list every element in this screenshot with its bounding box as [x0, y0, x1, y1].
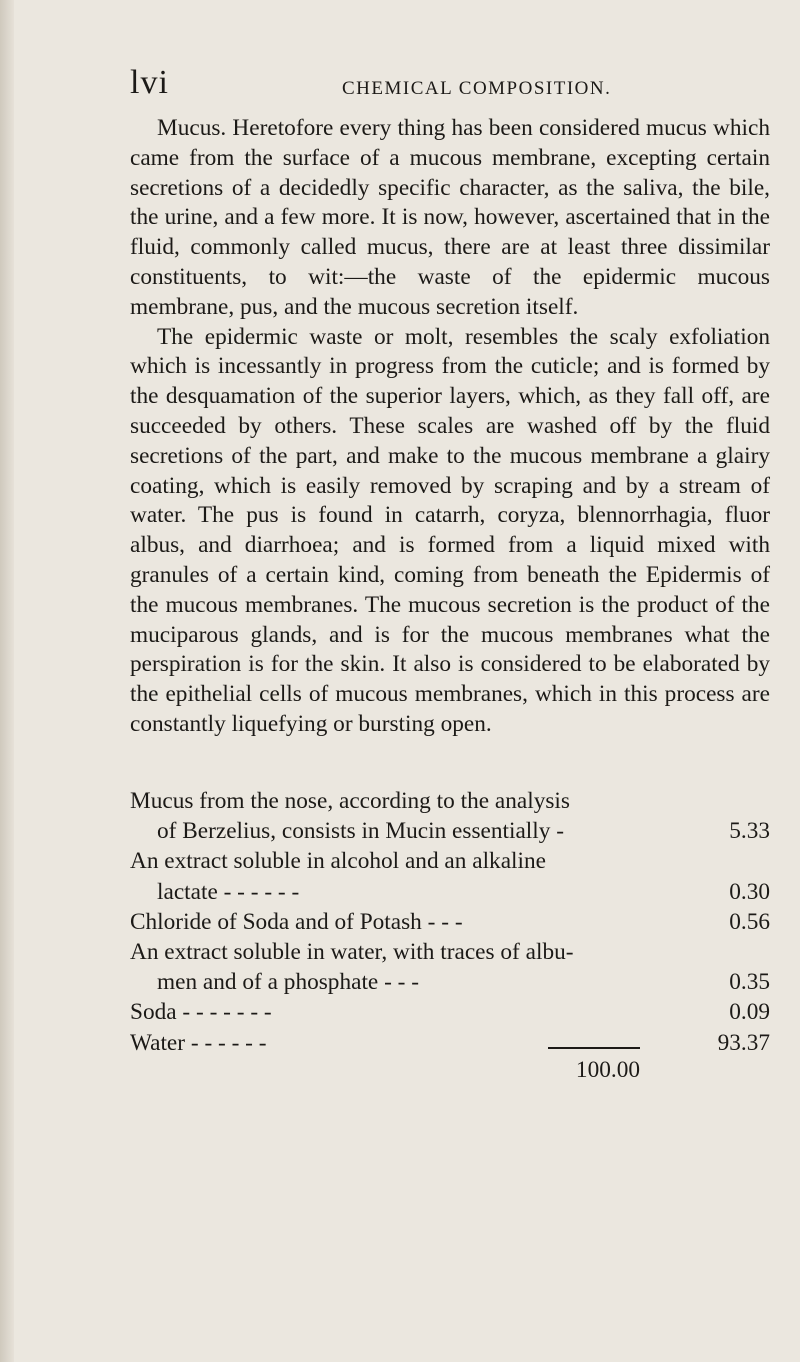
- paragraph-mucus: Mucus. Heretofore every thing has been considered mucus which came from the surface of a mucous membrane, excepting certain secretions of a decidedly specific character, as the saliva, the bile, the urine, and a few more. It is now, however, ascertained that in the fluid, commonly called mucus, there are at least three dissimilar constituents, to wit:—the waste of the epidermic mucous membrane, pus, and the mucous secretion itself.: [130, 115, 770, 320]
- page-number: lvi: [130, 64, 169, 101]
- running-head: CHEMICAL COMPOSITION.: [342, 78, 612, 99]
- page-spine-shadow: [0, 0, 14, 1362]
- analysis-label: Mucus from the nose, according to the analysis of Berzelius, consists in Mucin essentially -: [130, 788, 570, 845]
- analysis-row-alcohol-extract: [130, 846, 770, 906]
- analysis-value: 0.35: [729, 969, 770, 996]
- analysis-row-chloride: [130, 907, 770, 937]
- analysis-value: 0.09: [729, 999, 770, 1026]
- analysis-label: An extract soluble in alcohol and an alkaline lactate - - - - - -: [130, 848, 546, 905]
- analysis-label: Chloride of Soda and of Potash - - -: [130, 908, 463, 935]
- page-header: [130, 66, 770, 106]
- analysis-row-soda: [130, 997, 770, 1027]
- analysis-row-mucin: [130, 786, 770, 846]
- analysis-row-water: [130, 1028, 770, 1058]
- analysis-total: 100.00: [575, 1057, 640, 1083]
- analysis-value: 0.56: [729, 908, 770, 935]
- analysis-label: Water - - - - - -: [130, 1029, 267, 1056]
- body-text: [130, 114, 770, 740]
- analysis-table: [130, 786, 770, 1058]
- analysis-label: An extract soluble in water, with traces of albu- men and of a phosphate - - -: [130, 939, 574, 996]
- sum-rule: [548, 1047, 640, 1049]
- analysis-value: 0.30: [729, 878, 770, 905]
- paragraph-epidermic-waste: The epidermic waste or molt, resembles the scaly exfoliation which is incessantly in progress from the cuticle; and is formed by the desquamation of the superior layers, which, as they fall off, are succeeded by others. These scales are washed off by the fluid secretions of the part, and make to the mucous membrane a glairy coating, which is easily removed by scraping and by a stream of water. The pus is found in catarrh, coryza, blennorrhagia, fluor albus, and diarrhoea; and is formed from a liquid mixed with granules of a certain kind, coming from beneath the Epidermis of the mucous membranes. The mucous secretion is the product of the muciparous glands, and is for the mucous membranes what the perspiration is for the skin. It also is considered to be elaborated by the epithelial cells of mucous membranes, which in this process are constantly liquefying or bursting open.: [130, 323, 770, 737]
- analysis-value: 5.33: [729, 818, 770, 845]
- analysis-value: 93.37: [717, 1029, 770, 1056]
- analysis-row-water-extract: [130, 937, 770, 997]
- analysis-label: Soda - - - - - - -: [130, 999, 272, 1026]
